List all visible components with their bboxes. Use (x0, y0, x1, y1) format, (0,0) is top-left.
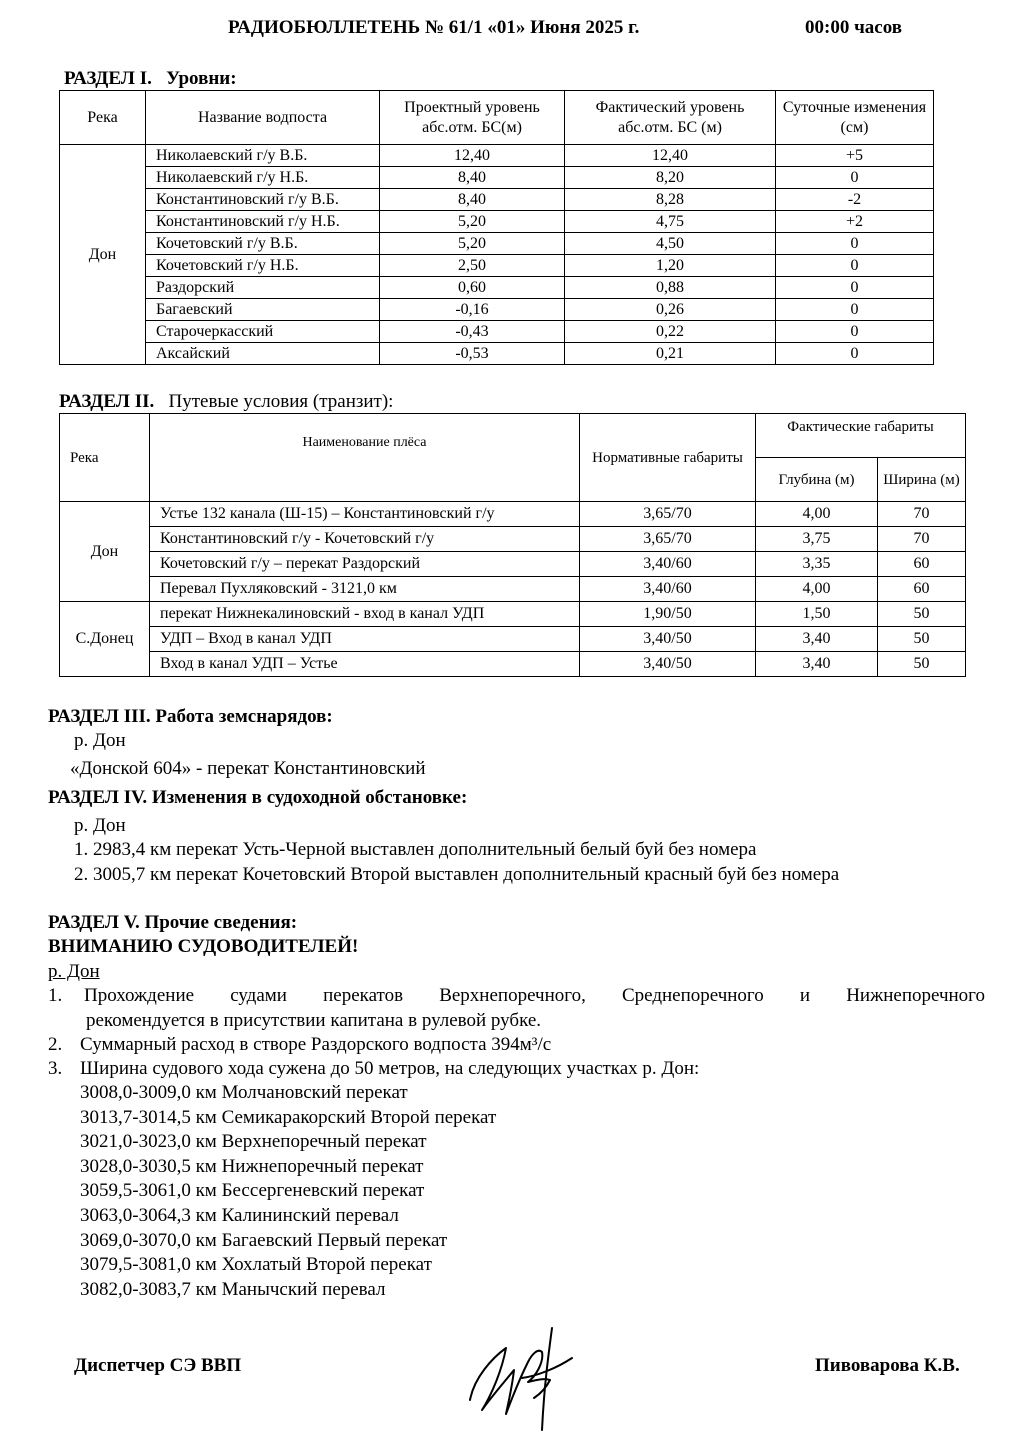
depth-cell: 3,35 (756, 552, 878, 577)
actual-level-cell: 12,40 (565, 145, 776, 167)
narrowed-stretch-item: 3069,0-3070,0 км Багаевский Первый перекат (80, 1229, 448, 1251)
project-level-cell: 2,50 (380, 255, 565, 277)
actual-level-cell: 0,22 (565, 321, 776, 343)
width-cell: 50 (878, 602, 966, 627)
transit-table-row (60, 577, 966, 602)
col-actual-level: Фактический уровень абс.отм. БС (м) (565, 91, 776, 145)
levels-table-header (60, 91, 934, 145)
transit-table-row (60, 502, 966, 527)
norm-dims-cell: 1,90/50 (580, 602, 756, 627)
narrowed-stretches-list (80, 1082, 496, 1303)
section3-river: р. Дон (74, 730, 126, 751)
project-level-cell: 8,40 (380, 189, 565, 211)
section4-title: РАЗДЕЛ IV. Изменения в судоходной обстановке: (48, 787, 468, 808)
station-name-cell: Кочетовский г/у Н.Б. (146, 255, 380, 277)
width-cell: 50 (878, 627, 966, 652)
section5-item3: Ширина судового хода сужена до 50 метров, на следующих участках р. Дон: (80, 1058, 700, 1079)
transit-river-cell: Дон (60, 502, 150, 602)
section4-river: р. Дон (74, 815, 126, 836)
levels-table-row (60, 255, 934, 277)
daily-change-cell: 0 (776, 233, 934, 255)
narrowed-stretch-item: 3008,0-3009,0 км Молчановский перекат (80, 1082, 408, 1103)
actual-level-cell: 4,75 (565, 211, 776, 233)
levels-table-row (60, 233, 934, 255)
narrowed-stretch-item: 3013,7-3014,5 км Семикаракорский Второй перекат (80, 1106, 497, 1128)
station-name-cell: Кочетовский г/у В.Б. (146, 233, 380, 255)
width-cell: 60 (878, 577, 966, 602)
section5-item1-line1: Прохождение судами перекатов Верхнепоречного, Среднепоречного и Нижнепоречного (84, 985, 985, 1006)
section2-label: РАЗДЕЛ II. (59, 391, 155, 412)
stretch-name-cell: Константиновский г/у - Кочетовский г/у (150, 527, 580, 552)
depth-cell: 4,00 (756, 502, 878, 527)
width-cell: 50 (878, 652, 966, 677)
daily-change-cell: 0 (776, 299, 934, 321)
depth-cell: 3,40 (756, 627, 878, 652)
station-name-cell: Николаевский г/у В.Б. (146, 145, 380, 167)
narrowed-stretch-item: 3059,5-3061,0 км Бессергеневский перекат (80, 1180, 425, 1202)
transit-table-header (60, 414, 966, 458)
norm-dims-cell: 3,65/70 (580, 527, 756, 552)
section5-title: РАЗДЕЛ V. Прочие сведения: (48, 912, 298, 933)
transit-table (59, 413, 966, 677)
transit-table-row (60, 527, 966, 552)
station-name-cell: Аксайский (146, 343, 380, 365)
t2-col-depth: Глубина (м) (756, 458, 878, 502)
depth-cell: 3,75 (756, 527, 878, 552)
stretch-name-cell: УДП – Вход в канал УДП (150, 627, 580, 652)
levels-table-row (60, 321, 934, 343)
levels-table-row (60, 277, 934, 299)
depth-cell: 3,40 (756, 652, 878, 677)
section5-river: р. Дон (48, 961, 100, 982)
section5-item2: Суммарный расход в створе Раздорского водпоста 394м³/с (80, 1034, 552, 1055)
actual-level-cell: 0,26 (565, 299, 776, 321)
project-level-cell: 8,40 (380, 167, 565, 189)
t2-col-width: Ширина (м) (878, 458, 966, 502)
daily-change-cell: 0 (776, 277, 934, 299)
t2-col-fact: Фактические габариты (756, 414, 966, 458)
signature-icon (462, 1318, 582, 1433)
transit-river-cell: С.Донец (60, 602, 150, 677)
section1-heading (64, 68, 237, 90)
daily-change-cell: 0 (776, 255, 934, 277)
levels-table-row (60, 167, 934, 189)
station-name-cell: Багаевский (146, 299, 380, 321)
col-river: Река (60, 91, 146, 145)
stretch-name-cell: Перевал Пухляковский - 3121,0 км (150, 577, 580, 602)
section1-title: Уровни: (166, 68, 237, 89)
project-level-cell: 12,40 (380, 145, 565, 167)
col-daily-change: Суточные изменения (см) (776, 91, 934, 145)
stretch-name-cell: перекат Нижнекалиновский - вход в канал УДП (150, 602, 580, 627)
section1-label: РАЗДЕЛ I. (64, 68, 152, 89)
project-level-cell: 5,20 (380, 211, 565, 233)
transit-table-row (60, 552, 966, 577)
section4-item-1: 1. 2983,4 км перекат Усть-Черной выставлен дополнительный белый буй без номера (74, 839, 757, 860)
norm-dims-cell: 3,40/50 (580, 652, 756, 677)
section2-title: Путевые условия (транзит): (168, 391, 394, 412)
norm-dims-cell: 3,65/70 (580, 502, 756, 527)
levels-table-row (60, 343, 934, 365)
dispatcher-label: Диспетчер СЭ ВВП (74, 1355, 242, 1376)
daily-change-cell: 0 (776, 167, 934, 189)
narrowed-stretch-item: 3079,5-3081,0 км Хохлатый Второй перекат (80, 1254, 432, 1276)
project-level-cell: -0,43 (380, 321, 565, 343)
width-cell: 60 (878, 552, 966, 577)
t2-col-river: Река (60, 414, 150, 502)
station-name-cell: Николаевский г/у Н.Б. (146, 167, 380, 189)
section3-title: РАЗДЕЛ III. Работа земснарядов: (48, 706, 333, 727)
daily-change-cell: -2 (776, 189, 934, 211)
section5-item1-line2: рекомендуется в присутствии капитана в рулевой рубке. (86, 1010, 542, 1031)
narrowed-stretch-item: 3021,0-3023,0 км Верхнепоречный перекат (80, 1131, 427, 1153)
width-cell: 70 (878, 502, 966, 527)
levels-table-row (60, 145, 934, 167)
transit-table-row (60, 652, 966, 677)
depth-cell: 4,00 (756, 577, 878, 602)
station-name-cell: Раздорский (146, 277, 380, 299)
project-level-cell: -0,16 (380, 299, 565, 321)
levels-table-row (60, 211, 934, 233)
levels-table (59, 90, 934, 365)
daily-change-cell: +5 (776, 145, 934, 167)
section4-item-2: 2. 3005,7 км перекат Кочетовский Второй выставлен дополнительный красный буй без номера (74, 864, 840, 885)
stretch-name-cell: Кочетовский г/у – перекат Раздорский (150, 552, 580, 577)
norm-dims-cell: 3,40/50 (580, 627, 756, 652)
actual-level-cell: 8,28 (565, 189, 776, 211)
transit-table-row (60, 627, 966, 652)
section5-item3-num: 3. (48, 1058, 63, 1079)
actual-level-cell: 0,21 (565, 343, 776, 365)
project-level-cell: -0,53 (380, 343, 565, 365)
levels-table-row (60, 189, 934, 211)
actual-level-cell: 1,20 (565, 255, 776, 277)
section5-attention: ВНИМАНИЮ СУДОВОДИТЕЛЕЙ! (48, 936, 359, 957)
narrowed-stretch-item: 3063,0-3064,3 км Калининский перевал (80, 1204, 399, 1226)
section5-item2-num: 2. (48, 1034, 63, 1055)
section2-heading (59, 391, 393, 413)
station-name-cell: Константиновский г/у В.Б. (146, 189, 380, 211)
actual-level-cell: 4,50 (565, 233, 776, 255)
actual-level-cell: 0,88 (565, 277, 776, 299)
narrowed-stretch-item: 3082,0-3083,7 км Манычский перевал (80, 1278, 386, 1300)
section5-item1-num: 1. (48, 985, 63, 1006)
norm-dims-cell: 3,40/60 (580, 552, 756, 577)
section3-item: «Донской 604» - перекат Константиновский (70, 758, 426, 779)
daily-change-cell: 0 (776, 321, 934, 343)
transit-table-row (60, 602, 966, 627)
width-cell: 70 (878, 527, 966, 552)
dispatcher-name: Пивоварова К.В. (815, 1355, 960, 1376)
depth-cell: 1,50 (756, 602, 878, 627)
station-name-cell: Константиновский г/у Н.Б. (146, 211, 380, 233)
stretch-name-cell: Вход в канал УДП – Устье (150, 652, 580, 677)
levels-table-row (60, 299, 934, 321)
project-level-cell: 5,20 (380, 233, 565, 255)
col-project-level: Проектный уровень абс.отм. БС(м) (380, 91, 565, 145)
station-name-cell: Старочеркасский (146, 321, 380, 343)
daily-change-cell: +2 (776, 211, 934, 233)
t2-col-name: Наименование плёса (150, 414, 580, 502)
daily-change-cell: 0 (776, 343, 934, 365)
col-station: Название водпоста (146, 91, 380, 145)
norm-dims-cell: 3,40/60 (580, 577, 756, 602)
project-level-cell: 0,60 (380, 277, 565, 299)
bulletin-title: РАДИОБЮЛЛЕТЕНЬ № 61/1 «01» Июня 2025 г. (228, 17, 640, 38)
narrowed-stretch-item: 3028,0-3030,5 км Нижнепоречный перекат (80, 1155, 424, 1177)
levels-river-cell: Дон (60, 145, 146, 365)
t2-col-norm: Нормативные габариты (580, 414, 756, 502)
actual-level-cell: 8,20 (565, 167, 776, 189)
stretch-name-cell: Устье 132 канала (Ш-15) – Константиновский г/у (150, 502, 580, 527)
bulletin-time: 00:00 часов (805, 17, 903, 38)
